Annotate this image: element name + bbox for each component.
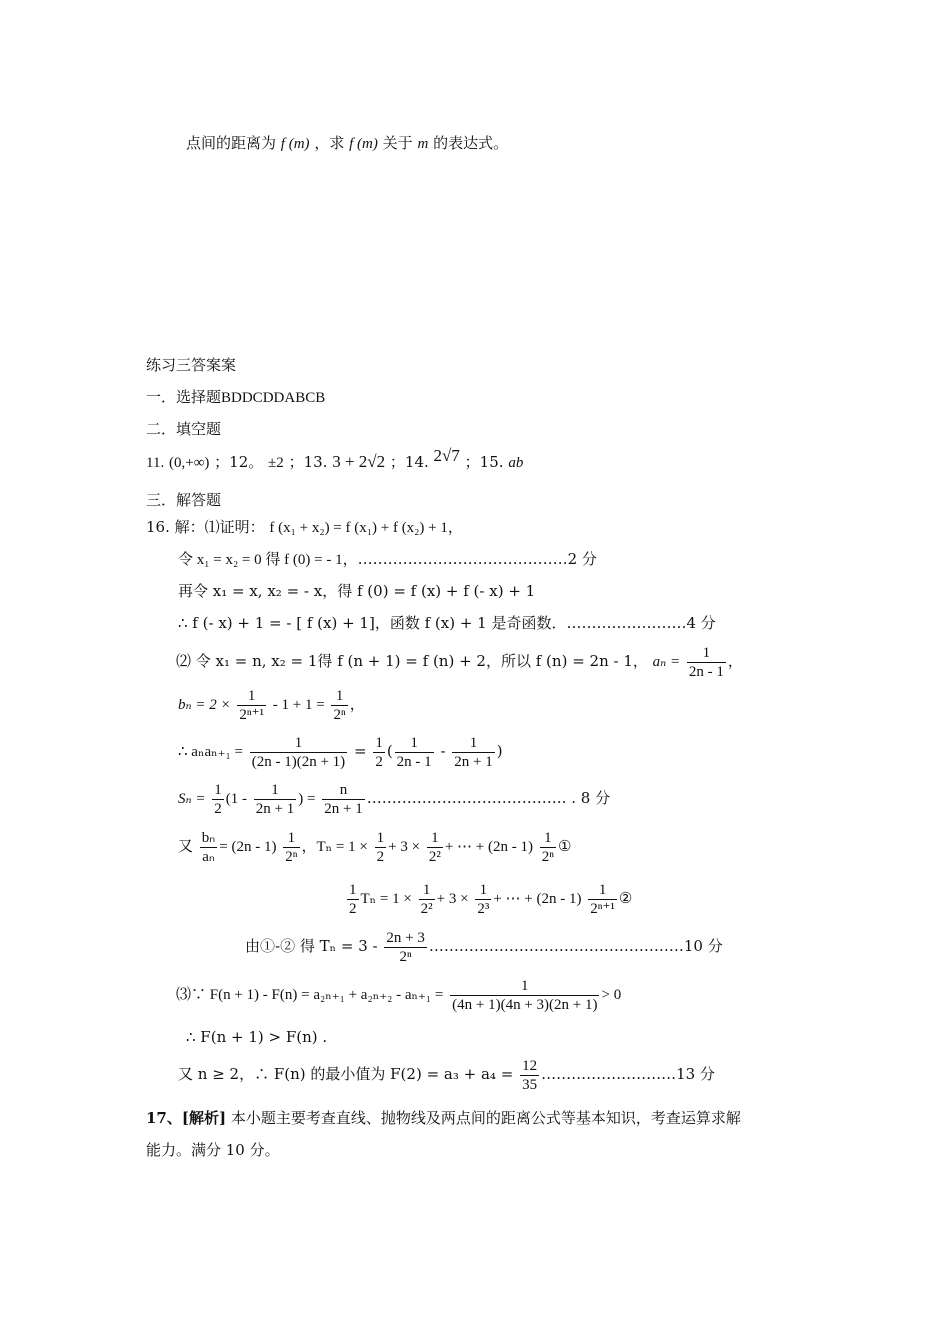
numerator: 1	[427, 829, 443, 848]
denominator: 2n + 1	[255, 800, 295, 817]
denominator: 2ⁿ⁺¹	[590, 900, 615, 917]
choice-answer-string: BDDCDDABCB	[221, 390, 326, 406]
q16-heading: 16. 解：⑴证明：	[146, 518, 265, 536]
fill-label: 二．填空题	[146, 420, 222, 438]
denominator: 2	[375, 753, 383, 770]
q16-line-9	[178, 822, 571, 871]
formula-part: ) =	[298, 791, 316, 807]
q16-step: ⑵ 令 x₁ = n, x₂ = 1得 f (n + 1) = f (n) + 2，所以 f (n) = 2n - 1，	[176, 652, 648, 670]
denominator: 2	[214, 800, 222, 817]
formula-part: = (2n - 1)	[219, 839, 277, 855]
numerator: 1	[375, 734, 383, 751]
numerator: 2n + 3	[386, 929, 425, 946]
q17-heading: 17、[解析]	[146, 1109, 227, 1127]
denominator: 2²	[428, 848, 441, 865]
numerator: 1	[349, 881, 357, 898]
denominator: 2³	[477, 900, 490, 917]
fraction	[450, 977, 599, 1014]
formula-part: 又 n ≥ 2，∴ F(n) 的最小值为 F(2) = a₃ + a₄ =	[178, 1065, 514, 1083]
q17-line-2: 能力。满分 10 分。	[146, 1141, 280, 1159]
formula-part: ∴ aₙaₙ₊₁ =	[178, 744, 243, 760]
denominator: 2n + 1	[454, 753, 493, 770]
denominator: 2ⁿ⁺¹	[239, 706, 264, 723]
intro-text: 点间的距离为	[186, 134, 277, 152]
intro-formula: f (m)	[280, 136, 310, 152]
denominator: 2²	[420, 900, 433, 917]
denominator: 35	[522, 1076, 538, 1093]
q16-line-7: ∴ aₙaₙ₊₁ = $\frac{1}{(2n - 1)(2n + 1)}$ = $\frac{1}{2}$ ( $\frac{1}{2n - 1}$ - $\frac{1}{2n + 1}$ )	[178, 734, 503, 770]
sequence-an: aₙ =	[652, 654, 681, 670]
q16-line-12	[176, 970, 621, 1019]
denominator: (4n + 1)(4n + 3)(2n + 1)	[452, 996, 598, 1013]
numerator: 12	[522, 1057, 538, 1074]
q16-line-11	[245, 922, 723, 970]
denominator: 2n + 1	[324, 800, 363, 817]
numerator: n	[322, 781, 364, 800]
formula-part: Tₙ = 1 ×	[360, 891, 412, 907]
numerator: 1	[450, 977, 599, 996]
denominator: 2	[349, 900, 357, 917]
solve-label: 三．解答题	[146, 491, 222, 509]
fraction	[687, 644, 726, 681]
fraction	[427, 829, 443, 866]
q14-answer: 2√7	[433, 446, 460, 465]
q16-line-5: ⑵ 令 x₁ = n, x₂ = 1得 f (n + 1) = f (n) + 2，所以 f (n) = 2n - 1， aₙ = $\frac{1}{2n - 1}$ ，	[176, 644, 743, 680]
numerator: 1	[452, 734, 494, 753]
numerator: 1	[395, 734, 434, 753]
numerator: 1	[475, 881, 491, 900]
section-title: 练习三答案案	[146, 356, 237, 374]
q16-step: 令 x₁ = x₂ = 0 得 f (0) = - 1，	[178, 552, 358, 568]
fraction	[384, 929, 426, 966]
numerator: 1	[283, 829, 299, 848]
q15-number: ；15.	[464, 453, 504, 471]
formula-part: ，Tₙ = 1 ×	[301, 839, 368, 855]
q16-line-3: 再令 x₁ = x, x₂ = - x，得 f (0) = f (x) + f (- x) + 1	[178, 582, 536, 600]
q16-line-14	[178, 1050, 715, 1098]
fill-answers	[146, 446, 524, 475]
numerator: 1	[331, 687, 347, 706]
numerator: 1	[687, 644, 726, 663]
q16-step: ∴ f (- x) + 1 = - [ f (x) + 1]，函数 f (x) + 1 是奇函数．	[178, 614, 567, 632]
denominator: 2ⁿ	[541, 848, 554, 865]
fraction	[322, 781, 364, 818]
formula-part: > 0	[601, 987, 622, 1003]
fraction	[237, 687, 266, 724]
fraction	[540, 829, 556, 866]
intro-text: 关于	[382, 134, 413, 152]
score-marker: ……………………………………………10 分	[428, 937, 723, 955]
fraction	[331, 687, 347, 724]
q16-line-6: bₙ = 2 × $\frac{1}{\text{2ⁿ⁺¹}}$ - 1 + 1 = $\frac{1}{\text{2ⁿ}}$ ，	[178, 687, 365, 723]
fraction	[347, 881, 359, 918]
q17-body: 本小题主要考查直线、抛物线及两点间的距离公式等基本知识，考查运算求解	[230, 1109, 741, 1127]
choice-label: 一．选择题	[146, 388, 222, 406]
denominator: 2	[376, 848, 385, 865]
numerator: 1	[419, 881, 435, 900]
numerator: 1	[376, 829, 385, 846]
q13-answer: 3 + 2√2	[332, 452, 386, 471]
intro-formula: f (m)	[349, 136, 378, 152]
denominator: 2ⁿ	[285, 848, 298, 865]
q12-number: ；12。	[214, 453, 264, 471]
formula-part: bₙ = 2 ×	[178, 697, 231, 713]
fraction	[375, 829, 387, 866]
denominator: (2n - 1)(2n + 1)	[251, 753, 346, 770]
formula-part: =	[353, 742, 367, 760]
fraction	[395, 734, 434, 771]
q16-line-10	[345, 874, 632, 923]
intro-text: ，求	[314, 134, 345, 152]
choice-answers	[146, 385, 325, 410]
numerator: 1	[250, 734, 347, 753]
denominator: 2n - 1	[396, 753, 432, 770]
fraction	[419, 881, 435, 918]
numerator: 1	[214, 781, 222, 798]
equation-mark: ①	[557, 837, 572, 855]
q13-number: ；13.	[288, 453, 328, 471]
q16-line-8	[178, 774, 610, 823]
formula-part: 由①-② 得 Tₙ = 3 -	[245, 937, 378, 955]
q16-line-4	[178, 611, 716, 635]
denominator: 2n - 1	[688, 663, 724, 680]
score-marker: ……………………………………2 分	[357, 550, 597, 568]
q16-formula: f (x₁ + x₂) = f (x₁) + f (x₂) + 1，	[269, 520, 463, 536]
q16-line-2	[178, 547, 597, 572]
intro-variable: m	[417, 136, 429, 152]
intro-line	[186, 131, 508, 156]
fraction	[520, 1057, 539, 1094]
formula-part: (1 -	[225, 791, 247, 807]
q11-answer: (0,+∞)	[168, 455, 210, 471]
q16-line-1	[146, 515, 463, 540]
denominator: 2ⁿ	[333, 706, 346, 723]
formula-part: + 3 ×	[388, 839, 421, 855]
formula-part: Sₙ =	[178, 791, 206, 807]
score-marker: ……………………4 分	[566, 614, 716, 632]
formula-part: 又	[178, 837, 194, 855]
q11-number: 11.	[146, 455, 165, 471]
fraction	[588, 881, 617, 918]
formula-part: + ⋯ + (2n - 1)	[493, 891, 582, 907]
formula-part: ⑶∵ F(n + 1) - F(n) = a₂ₙ₊₁ + a₂ₙ₊₂ - aₙ₊₁ =	[176, 987, 444, 1003]
score-marker: ………………………13 分	[541, 1065, 715, 1083]
formula-part: - 1 + 1 =	[272, 697, 325, 713]
fraction	[212, 781, 224, 818]
formula-part: + ⋯ + (2n - 1)	[444, 839, 533, 855]
numerator: 1	[540, 829, 556, 848]
score-marker: …………………………………. . 8 分	[366, 789, 611, 807]
fraction	[254, 781, 296, 818]
numerator: 1	[237, 687, 266, 706]
formula-part: + 3 ×	[436, 891, 469, 907]
q17-line-1	[146, 1106, 741, 1130]
fraction	[373, 734, 385, 771]
denominator: aₙ	[202, 848, 215, 865]
fraction	[283, 829, 299, 866]
fraction	[475, 881, 491, 918]
denominator: 2ⁿ	[399, 948, 412, 965]
fraction	[452, 734, 494, 771]
numerator: 1	[588, 881, 617, 900]
numerator: bₙ	[201, 829, 216, 846]
intro-text: 的表达式。	[433, 134, 509, 152]
q15-answer: ab	[508, 455, 524, 471]
q14-number: ；14.	[389, 453, 429, 471]
fraction	[200, 829, 217, 866]
equation-mark: ②	[618, 889, 633, 907]
q12-answer: ±2	[268, 455, 284, 471]
numerator: 1	[254, 781, 296, 800]
q16-line-13: ∴ F(n + 1) > F(n) .	[186, 1028, 328, 1046]
fraction	[250, 734, 347, 771]
